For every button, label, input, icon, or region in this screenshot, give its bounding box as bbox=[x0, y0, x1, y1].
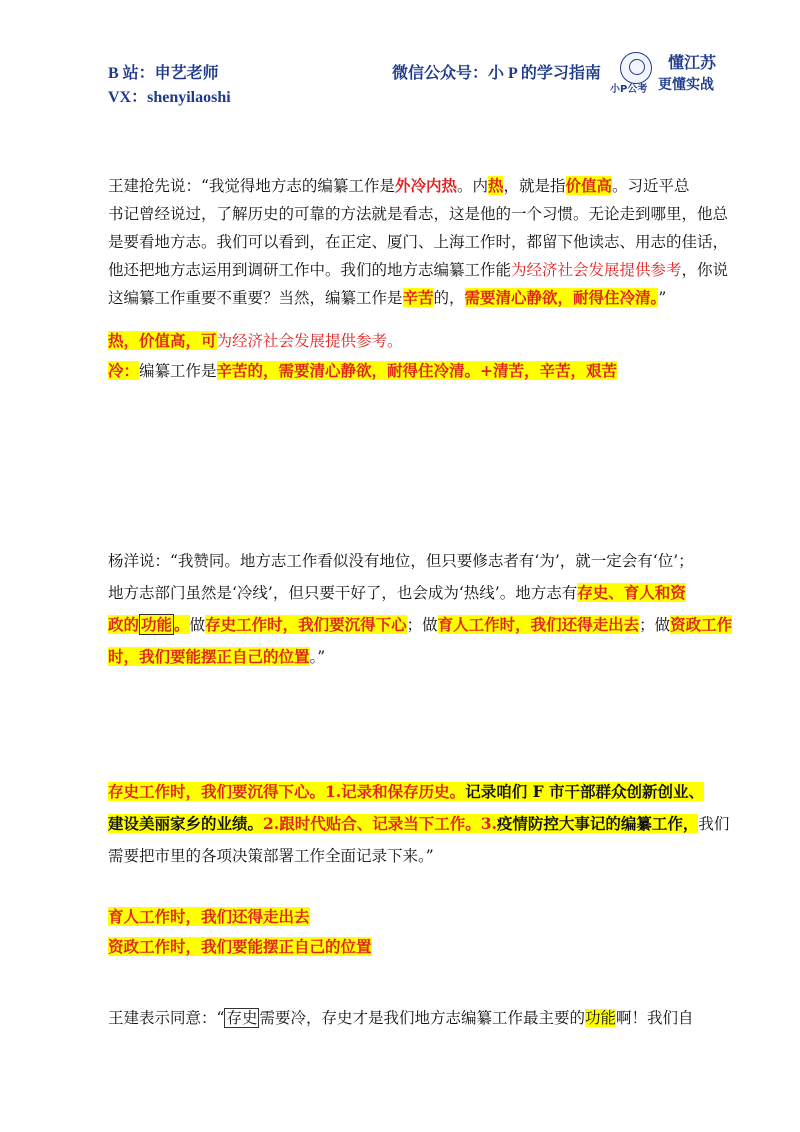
text-red: 为经济社会发展提供参考。 bbox=[216, 332, 403, 350]
text: ；做 bbox=[406, 616, 438, 634]
text-highlight: 记录咱们 F 市干部群众创新创业、 bbox=[465, 782, 704, 801]
text-highlight: 辛苦 bbox=[402, 288, 434, 307]
text: ；做 bbox=[639, 616, 671, 634]
text-line: 书记曾经说过，了解历史的可靠的方法就是看志，这是他的一个习惯。无论走到哪里，他总 bbox=[108, 205, 729, 223]
text-highlight: 时，我们要能摆正自己的位置 bbox=[108, 647, 310, 666]
logo-line1: 懂江苏 bbox=[668, 53, 717, 72]
text-highlight: 。 bbox=[174, 615, 190, 634]
text-highlight: 冷： bbox=[108, 361, 140, 380]
text: 的， bbox=[433, 289, 465, 307]
text: ” bbox=[658, 289, 667, 307]
logo-line2: 更懂实战 bbox=[658, 77, 714, 93]
text: 这编纂工作重要不重要？当然，编纂工作是 bbox=[108, 289, 403, 307]
text: 王建表示同意：“ bbox=[108, 1009, 225, 1027]
paragraph-wang-jian bbox=[108, 172, 730, 312]
text-highlight: 政的 bbox=[108, 615, 140, 634]
text-highlight: 需要清心静欲，耐得住冷清。 bbox=[464, 288, 659, 307]
text-highlight: 育人工作时，我们还得走出去 bbox=[108, 907, 310, 926]
text-boxed: 存史 bbox=[226, 1009, 258, 1027]
text: 他还把地方志运用到调研工作中。我们的地方志编纂工作能 bbox=[108, 261, 512, 279]
text: ，就是指 bbox=[503, 177, 566, 195]
text-highlight: 功能 bbox=[584, 1009, 616, 1027]
text: 王建抢先说：“我觉得地方志的编纂工作是 bbox=[108, 177, 395, 195]
text-highlight: 热，价值高，可 bbox=[108, 331, 217, 350]
text-line: 杨洋说：“我赞同。地方志工作看似没有地位，但只要修志者有‘为’，就一定会有‘位’； bbox=[108, 552, 694, 570]
text-line: 是要看地方志。我们可以看到，在正定、厦门、上海工作时，都留下他读志、用志的佳话， bbox=[108, 233, 729, 251]
text-red: 为经济社会发展提供参考 bbox=[511, 261, 682, 279]
paragraph-wang-jian-agree bbox=[108, 1004, 730, 1032]
text: 。” bbox=[309, 648, 326, 666]
text-boxed: 功能 bbox=[141, 615, 173, 634]
text-highlight: 存史、育人和资 bbox=[577, 583, 686, 602]
text-highlight: 3. bbox=[480, 814, 497, 833]
text-highlight: 热 bbox=[487, 176, 504, 195]
text-highlight: 疫情防控大事记的编纂工作， bbox=[496, 814, 699, 833]
header-wechat: 微信公众号：小 P 的学习指南 bbox=[392, 65, 601, 82]
logo-small-text: 小P公考 bbox=[610, 84, 648, 95]
text-highlight: 资政工作 bbox=[670, 615, 733, 634]
text-highlight: 存史工作时，我们要沉得下心。1.记录和保存历史。 bbox=[108, 782, 466, 801]
brand-logo bbox=[610, 50, 738, 100]
text: 我们 bbox=[698, 815, 730, 833]
paragraph-archive-work bbox=[108, 778, 730, 870]
note-education bbox=[108, 903, 730, 931]
text-highlight: 2. bbox=[263, 814, 280, 833]
text-red: 外冷内热 bbox=[394, 176, 457, 195]
text-line: 需要把市里的各项决策部署工作全面记录下来。” bbox=[108, 847, 434, 865]
text: ，你说 bbox=[681, 261, 729, 279]
text-highlight: 跟时代贴合、记录当下工作。 bbox=[279, 814, 481, 833]
text: 。习近平总 bbox=[612, 177, 690, 195]
text-highlight: 价值高 bbox=[565, 176, 613, 195]
text-highlight: 资政工作时，我们要能摆正自己的位置 bbox=[108, 937, 372, 956]
text: 需要冷，存史才是我们地方志编纂工作最主要的 bbox=[259, 1009, 585, 1027]
note-cold bbox=[108, 357, 730, 385]
text: 啊！我们自 bbox=[615, 1009, 694, 1027]
paragraph-yang-yang bbox=[108, 547, 733, 671]
text-highlight: 辛苦的，需要清心静欲，耐得住冷清。+清苦，辛苦，艰苦 bbox=[216, 361, 618, 380]
text: 做 bbox=[189, 616, 206, 634]
note-governance bbox=[108, 933, 730, 961]
header-bilibili: B 站：申艺老师 bbox=[108, 65, 219, 82]
text: 编纂工作是 bbox=[139, 362, 217, 380]
text-highlight: 存史工作时，我们要沉得下心 bbox=[205, 615, 407, 634]
text: 。内 bbox=[456, 177, 488, 195]
text-highlight: 建设美丽家乡的业绩。 bbox=[108, 814, 264, 833]
note-hot bbox=[108, 327, 730, 355]
text-highlight: 育人工作时，我们还得走出去 bbox=[437, 615, 640, 634]
text: 地方志部门虽然是‘冷线’，但只要干好了，也会成为‘热线’。地方志有 bbox=[108, 584, 578, 602]
header-vx: VX：shenyilaoshi bbox=[108, 89, 231, 106]
